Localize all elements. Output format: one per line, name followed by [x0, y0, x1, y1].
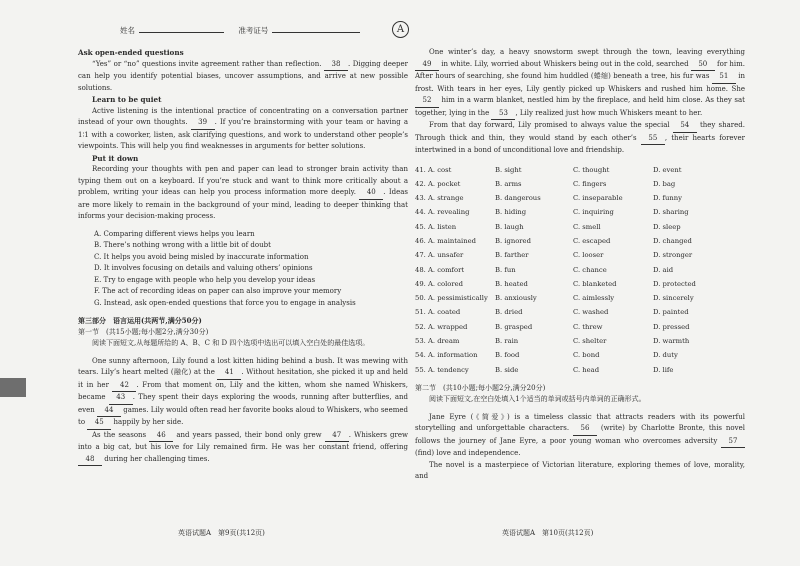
heading-be-quiet: Learn to be quiet [92, 95, 162, 104]
choice-cell: 43. A. strange [415, 194, 464, 203]
passage-paragraph: From that day forward, Lily promised to always value the special 54 they shared. Through thick and thin, they would stand by each other’s 55 , their hearts forever intertwined in a bond of unconditional love and friendship. [415, 121, 746, 154]
right-column [415, 47, 745, 483]
choice-cell: B. sight [495, 165, 522, 174]
side-tab [0, 378, 26, 397]
choice-cell: C. fingers [573, 179, 607, 188]
choice-cell: C. bond [573, 351, 600, 360]
choice-cell: D. bag [653, 179, 676, 188]
exam-no-line [272, 24, 360, 33]
choice-cell: 47. A. unsafer [415, 251, 464, 260]
page-footer-left: 英语试题A 第9页(共12页) [178, 529, 265, 537]
choice-cell: 45. A. listen [415, 222, 457, 231]
part-three-title: 第三部分 语言运用(共两节,满分50分) [78, 316, 202, 325]
choice-cell: B. laugh [495, 222, 524, 231]
option: G. Instead, ask open-ended questions that force you to engage in analysis [94, 298, 356, 307]
choice-cell: D. sincerely [653, 294, 694, 303]
choice-cell: D. life [653, 365, 674, 374]
choice-cell: C. aimlessly [573, 294, 615, 303]
option: E. Try to engage with people who help you develop your ideas [94, 275, 316, 284]
passage-paragraph: Jane Eyre (《简爱》) is a timeless classic that attracts readers with its powerful storytelling and unforgettable characters. 56 (write) by Charlotte Bronte, this novel follows the journey of Jane Eyre, a poor young woman who overcomes adversity 57 (find) love and independence. [415, 412, 745, 458]
paragraph: “Yes” or “no” questions invite agreement rather than reflection. 38 . Digging deeper can help you identify potential biases, uncover assumptions, and arrive at new possible solutions. [78, 59, 409, 92]
choice-cell: C. washed [573, 308, 609, 317]
choice-cell: 44. A. revealing [415, 208, 470, 217]
choice-cell: B. farther [495, 251, 529, 260]
choice-cell: B. fun [495, 265, 516, 274]
heading-put-down: Put it down [92, 153, 139, 163]
choice-cell: 49. A. colored [415, 279, 463, 288]
page-footer-right: 英语试题A 第10页(共12页) [502, 529, 594, 537]
choice-cell: D. stronger [653, 251, 693, 260]
instructions: 阅读下面短文,从每题所给的 A、B、C 和 D 四个选项中选出可以填入空白处的最佳选项。 [92, 339, 370, 347]
instructions: 阅读下面短文,在空白处填入1个适当的单词或括号内单词的正确形式。 [429, 395, 646, 404]
choice-cell: C. chance [573, 265, 607, 274]
passage-paragraph: The novel is a masterpiece of Victorian literature, exploring themes of love, morality, and [415, 460, 745, 481]
name-label: 姓名 [120, 26, 135, 35]
choice-cell: B. rain [495, 337, 519, 346]
choice-cell: B. side [495, 365, 519, 374]
choice-cell: D. warmth [653, 337, 690, 346]
choice-cell: B. heated [495, 279, 528, 288]
choice-cell: 55. A. tendency [415, 365, 469, 374]
choice-cell: B. dried [495, 308, 523, 317]
passage-paragraph: As the seasons 46 and years passed, their bond only grew 47 . Whiskers grew into a big cat, but his love for Lily remained firm. He was her constant friend, offering 48 during her challenging times. [78, 430, 408, 467]
choice-cell: D. sharing [653, 208, 689, 217]
paragraph: Recording your thoughts with pen and paper can lead to stronger brain activity than typing them out on a keyboard. If you’re stuck and want to think more critically about a problem, writing your ideas can help you process information more deeply. 40 . Ideas are more likely to remain in the background of your mind, leading to deeper thinking that informs your decision-making process. [78, 165, 409, 220]
passage-paragraph: One winter’s day, a heavy snowstorm swept through the town, leaving everything 49 in white. Lily, worried about Whiskers being out in the cold, searched 50 for him. After hours of searching, she found him huddled (蜷缩) beneath a tree, his fur was 51 in frost. With tears in her eyes, Lily gently picked up Whiskers and rushed him home. She 52 him in a warm blanket, nestled him by the fireplace, and held him close. As they sat together, lying in the 53 , Lily realized just how much Whiskers meant to her. [415, 47, 745, 120]
choice-table [415, 163, 745, 377]
choice-cell: B. food [495, 351, 520, 360]
left-column [78, 47, 408, 466]
paragraph: Active listening is the intentional practice of concentrating on a conversation partner instead of your own thoughts. 39 . If you’re brainstorming with your team or having a 1∶1 with a coworker, listen, ask clarifying questions, and work to understand other people’s viewpoints. This will help you find weaknesses in arguments for better solutions. [78, 106, 408, 150]
choice-cell: C. inquiring [573, 208, 614, 217]
option: A. Comparing different views helps you learn [94, 229, 255, 238]
choice-cell: 41. A. cost [415, 165, 452, 174]
choice-cell: D. protected [653, 279, 696, 288]
choice-cell: B. hiding [495, 208, 527, 217]
choice-cell: B. dangerous [495, 194, 541, 203]
choice-cell: D. funny [653, 194, 683, 203]
choice-cell: 50. A. pessimistically [415, 294, 488, 303]
version-badge: A [392, 21, 409, 38]
header [120, 24, 364, 36]
choice-cell: D. event [653, 165, 682, 174]
choice-cell: 54. A. information [415, 351, 478, 360]
option: C. It helps you avoid being misled by inaccurate information [94, 252, 309, 261]
choice-cell: D. pressed [653, 322, 690, 331]
choice-cell: C. escaped [573, 236, 611, 245]
choice-cell: D. sleep [653, 222, 681, 231]
choice-cell: B. grasped [495, 322, 533, 331]
choice-cell: C. smell [573, 222, 601, 231]
option: B. There’s nothing wrong with a little bit of doubt [94, 241, 271, 249]
choice-cell: 42. A. pocket [415, 179, 461, 188]
choice-cell: 52. A. wrapped [415, 322, 468, 331]
choice-cell: B. anxiously [495, 294, 537, 303]
passage-paragraph: One sunny afternoon, Lily found a lost kitten hiding behind a bush. It was mewing with tears. Lily’s heart melted (融化) at the 41 . Without hesitation, she picked it up and held it in her 42 . From that moment on, Lily and the kitten, whom she named Whiskers, became 43 . They spent their days exploring the woods, running after butterflies, and even 44 games. Lily would often read her favorite books aloud to Whiskers, who seemed to 45 happily by her side. [78, 356, 408, 430]
section-one-title: 第一节 (共15小题;每小题2分,满分30分) [78, 327, 209, 336]
choice-cell: B. ignored [495, 236, 531, 245]
choice-cell: C. head [573, 365, 600, 374]
name-line [139, 24, 224, 33]
choice-cell: D. painted [653, 308, 689, 317]
choice-cell: D. duty [653, 351, 678, 360]
choice-cell: 46. A. maintained [415, 236, 476, 245]
choice-cell: 53. A. dream [415, 337, 460, 346]
choice-cell: D. aid [653, 265, 674, 274]
choice-cell: C. inseparable [573, 194, 623, 203]
choice-cell: C. thought [573, 165, 610, 174]
choice-cell: 48. A. comfort [415, 265, 465, 274]
exam-no-label: 准考证号 [238, 26, 269, 35]
option: F. The act of recording ideas on paper can also improve your memory [94, 287, 342, 295]
section-two-title: 第二节 (共10小题;每小题2分,满分20分) [415, 383, 546, 392]
choice-cell: C. blanketed [573, 279, 617, 288]
choice-cell: 51. A. coated [415, 308, 461, 317]
choice-cell: C. threw [573, 322, 603, 331]
choice-cell: C. shelter [573, 337, 607, 346]
option: D. It involves focusing on details and valuing others’ opinions [94, 264, 313, 272]
heading-open-ended: Ask open-ended questions [78, 48, 184, 57]
choice-cell: B. arms [495, 179, 522, 188]
choice-cell: D. changed [653, 236, 692, 245]
choice-cell: C. looser [573, 251, 604, 260]
